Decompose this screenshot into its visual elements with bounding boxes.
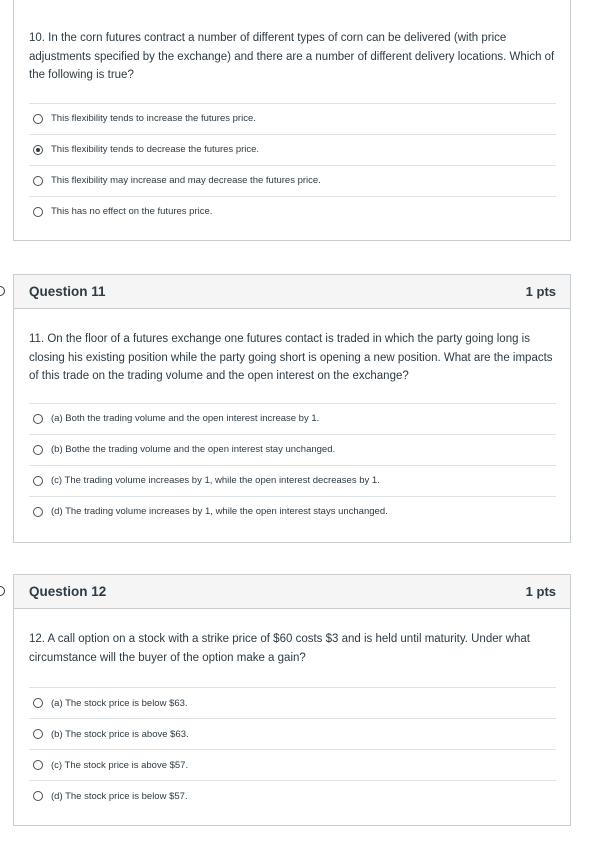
answer-option[interactable] [29,196,556,227]
radio-button-icon[interactable] [33,476,43,486]
answer-label: (a) Both the trading volume and the open interest increase by 1. [51,413,320,424]
radio-button-icon[interactable] [33,445,43,455]
answer-label: (b) The stock price is above $63. [51,728,189,740]
radio-button-icon[interactable] [33,507,43,517]
answer-label: This flexibility tends to decrease the futures price. [51,144,260,155]
answer-option[interactable] [29,780,556,811]
question-11-text: 11. On the floor of a futures exchange one futures contact is traded in which the party going long is closing his existing position while the party going short is opening a new position. What are the impacts of this trade on the trading volume and the open interest on the exchange? [29,333,553,382]
answer-label: This flexibility tends to increase the futures price. [51,113,256,124]
answer-label: (d) The trading volume increases by 1, while the open interest stays unchanged. [51,506,388,517]
radio-button-icon[interactable] [33,698,43,708]
question-header [14,575,570,609]
answer-label: This has no effect on the futures price. [51,206,213,217]
radio-button-icon[interactable] [33,760,43,770]
question-flag-icon[interactable] [0,586,5,596]
answer-option[interactable] [29,165,556,196]
question-title: Question 11 [29,284,106,299]
question-12-text: 12. A call option on a stock with a strike price of $60 costs $3 and is held until maturity. Under what circumstance will the buyer of the option make a gain? [29,633,530,664]
question-10-text: 10. In the corn futures contract a number of different types of corn can be delivered (with price adjustments specified by the exchange) and there are a number of different delivery locations. Which of the following is true? [29,32,555,81]
radio-button-icon[interactable] [33,207,43,217]
answer-label: (c) The stock price is above $57. [51,759,189,771]
radio-button-icon[interactable] [33,791,43,801]
radio-button-checked-icon[interactable] [33,145,43,155]
answer-label: This flexibility may increase and may decrease the futures price. [51,175,321,186]
question-11-card [13,274,571,543]
answer-option[interactable] [29,465,556,496]
question-points: 1 pts [525,584,556,599]
question-title: Question 12 [29,584,107,599]
answer-option[interactable] [29,134,556,165]
answer-label: (d) The stock price is below $57. [51,790,188,802]
answer-label: (a) The stock price is below $63. [51,697,188,709]
answer-option[interactable] [29,403,556,434]
answer-option[interactable] [29,496,556,527]
radio-button-icon[interactable] [33,176,43,186]
question-header [14,275,570,309]
radio-button-icon[interactable] [33,729,43,739]
answer-label: (c) The trading volume increases by 1, while the open interest decreases by 1. [51,475,380,486]
answer-option[interactable] [29,103,556,134]
answer-label: (b) Bothe the trading volume and the open interest stay unchanged. [51,444,336,455]
question-11-answers [29,403,556,527]
radio-button-icon[interactable] [33,114,43,124]
answer-option[interactable] [29,718,556,749]
answer-option[interactable] [29,749,556,780]
radio-button-icon[interactable] [33,414,43,424]
answer-option[interactable] [29,434,556,465]
question-12-card [13,574,571,826]
question-12-answers [29,687,556,811]
question-10-card [13,0,571,241]
answer-option[interactable] [29,687,556,718]
question-flag-icon[interactable] [0,286,5,296]
question-points: 1 pts [525,284,556,299]
question-10-answers [29,103,556,227]
